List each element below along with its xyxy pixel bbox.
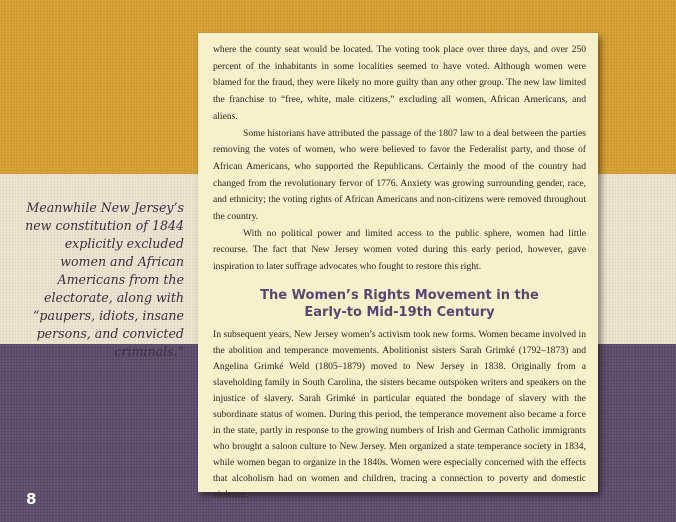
text-panel [198,33,598,500]
section-heading-line-2: Early-to Mid-19th Century [304,304,495,320]
pull-quote: Meanwhile New Jersey’s new constitution of 1844 explicitly excluded women and African Americans from the electorate, along with “paupers, idiots, insane persons, and convicted criminals.” [25,200,184,359]
body-paragraph-1: where the county seat would be located. The voting took place over three days, and over 250 percent of the inhabitants in some localities seemed to have voted. Although women were blamed for the fraud, they were likely no more guilty than any other group. The new law limited the franchise to “free, white, male citizens,” excluding all women, African Americans, and aliens. [213,44,586,122]
body-paragraph-4: In subsequent years, New Jersey women’s activism took new forms. Women became involved in the abolition and temperance movements. Abolitionist sisters Sarah Grimké (1792–1873) and Angelina Grimké Weld (1805–1879) moved to New Jersey in 1838. Originally from a slaveholding family in South Carolina, the sisters became outspoken writers and speakers on the injustice of slavery. Sarah Grimké in particular equated the bondage of slavery with the subordinate status of women. During this period, the temperance movement also became a force in the state, partly in response to the growing numbers of Irish and German Catholic immigrants who brought a saloon culture to New Jersey. Men organized a state temperance society in 1834, while women began to organize in the 1840s. Women were especially concerned with the effects that alcoholism had on women and children, tracing a connection to poverty and domestic violence. [213,328,586,500]
body-paragraph-2: Some historians have attributed the passage of the 1807 law to a deal between the parties removing the votes of women, who were believed to favor the Federalist party, and those of African Americans, who supported the Republicans. Certainly the mood of the country had changed from the revolutionary fervor of 1776. Anxiety was growing surrounding gender, race, and ethnicity; the voting rights of African Americans and non-citizens were removed throughout the country. [213,127,586,223]
body-paragraph-3: With no political power and limited access to the public sphere, women had little recourse. The fact that New Jersey women voted during this early period, however, gave inspiration to later suffrage advocates who fought to restore this right. [213,227,586,273]
page-number: 8 [26,490,37,508]
section-heading [213,287,586,321]
section-heading-line-1: The Women’s Rights Movement in the [260,287,539,303]
